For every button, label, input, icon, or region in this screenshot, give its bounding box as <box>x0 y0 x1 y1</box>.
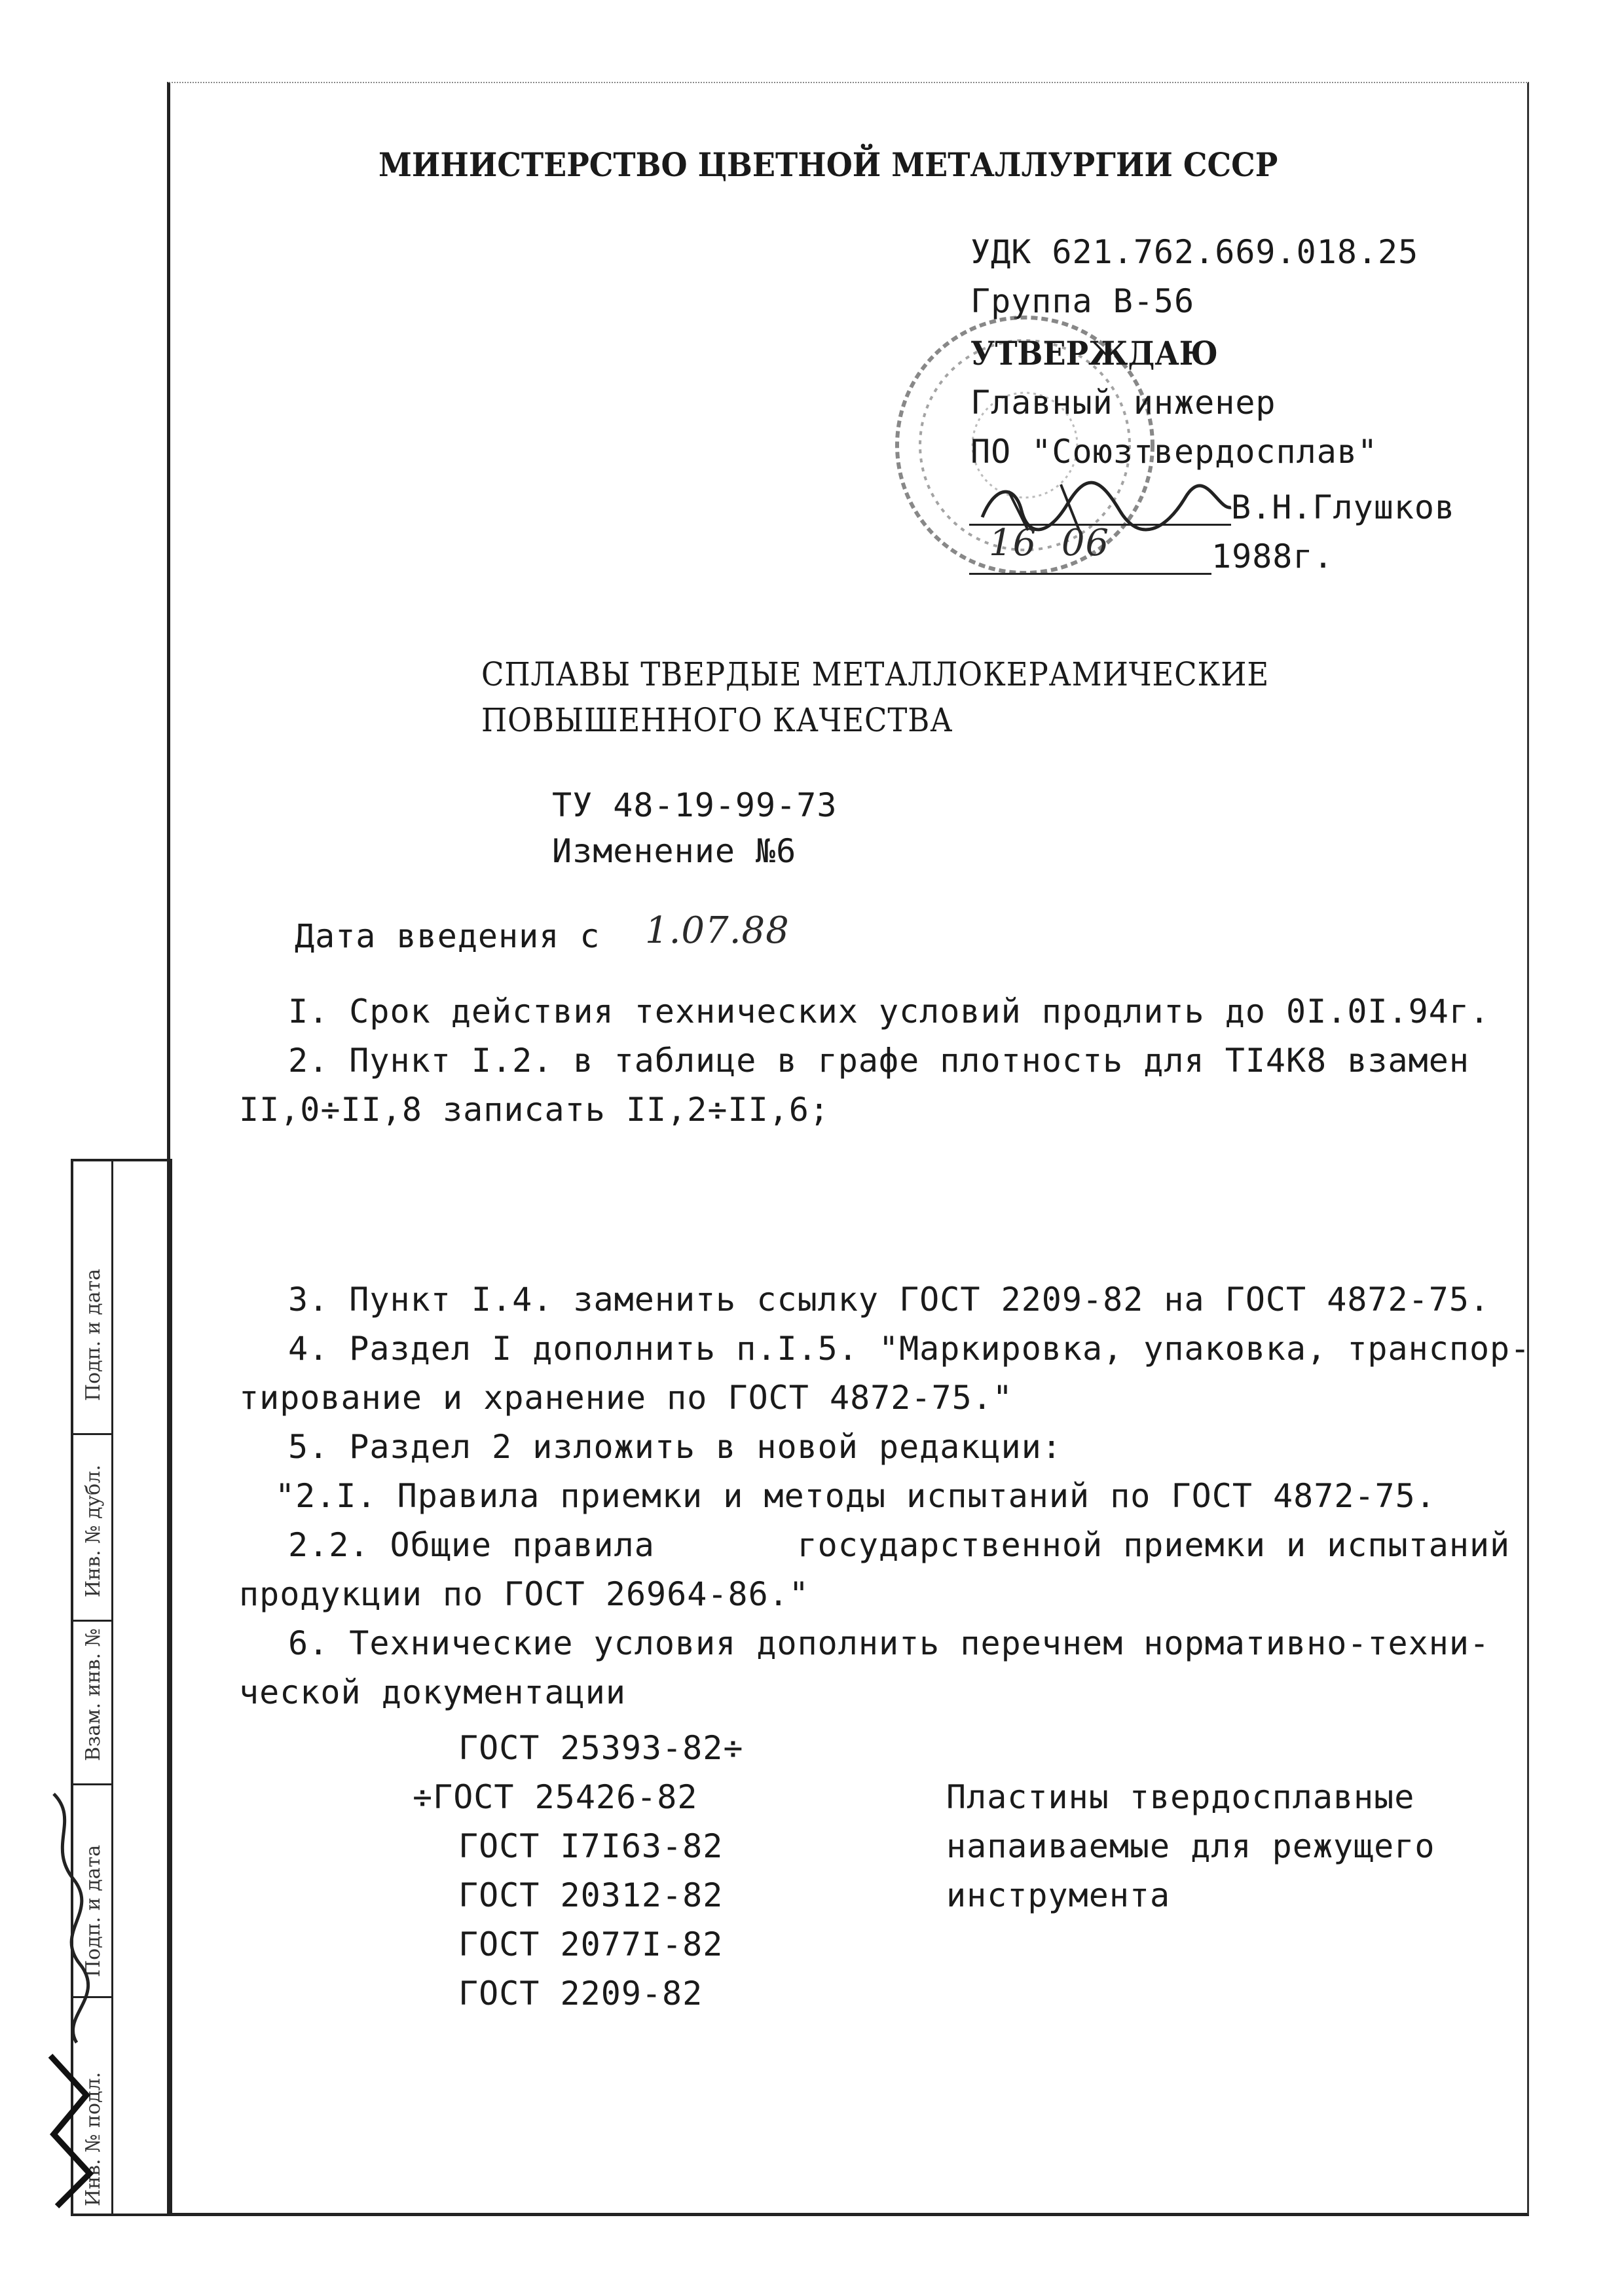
gost-note-line2: напаиваемые для режущего <box>946 1827 1435 1865</box>
gost-note-line3: инструмента <box>946 1876 1171 1914</box>
strip-label-dup-inv: Инв. № дубл. <box>82 1465 105 1597</box>
gost-item: ГОСТ I7I63-82 <box>458 1827 724 1865</box>
body-line-6: тирование и хранение по ГОСТ 4872-75." <box>239 1379 1013 1417</box>
body-line-8: "2.I. Правила приемки и методы испытаний по ГОСТ 4872-75. <box>275 1477 1436 1515</box>
body-line-3: II,0÷II,8 записать II,2÷II,6; <box>239 1091 830 1129</box>
document-title-line1: СПЛАВЫ ТВЕРДЫЕ МЕТАЛЛОКЕРАМИЧЕСКИЕ <box>481 655 1270 693</box>
gost-note-line1: Пластины твердосплавные <box>946 1778 1415 1816</box>
strip-label-replace-inv: Взам. инв. № <box>82 1628 105 1761</box>
intro-date-label: Дата введения с <box>295 917 600 955</box>
ministry-heading: МИНИСТЕРСТВО ЦВЕТНОЙ МЕТАЛЛУРГИИ СССР <box>378 145 1278 184</box>
strip-row-divider <box>73 1433 111 1435</box>
body-line-9: 2.2. Общие правила государственной приемки и испытаний <box>288 1526 1511 1564</box>
body-line-7: 5. Раздел 2 изложить в новой редакции: <box>288 1428 1062 1466</box>
body-line-11: 6. Технические условия дополнить перечнем нормативно-техни- <box>288 1624 1490 1662</box>
margin-signature <box>41 1781 100 2213</box>
strip-row-divider <box>73 1620 111 1622</box>
body-line-5: 4. Раздел I дополнить п.I.5. "Маркировка, упаковка, транспор- <box>288 1330 1531 1368</box>
body-line-4: 3. Пункт I.4. заменить ссылку ГОСТ 2209-82 на ГОСТ 4872-75. <box>288 1281 1490 1319</box>
approval-year: 1988г. <box>1211 538 1334 575</box>
body-line-12: ческой документации <box>239 1673 626 1711</box>
approval-date-handwritten: 16 06 <box>989 522 1110 564</box>
strip-label-orig-inv: Инв. № подл. <box>82 2071 105 2206</box>
approver-position: Главный инженер <box>970 384 1276 422</box>
udk-code: УДК 621.762.669.018.25 <box>970 233 1419 271</box>
group-code: Группа В-56 <box>970 282 1195 320</box>
date-underline <box>969 573 1211 575</box>
document-title-line2: ПОВЫШЕННОГО КАЧЕСТВА <box>481 701 953 739</box>
gost-item: ГОСТ 25393-82÷ <box>458 1729 744 1767</box>
gost-item: ÷ГОСТ 25426-82 <box>413 1778 698 1816</box>
gost-item: ГОСТ 2209-82 <box>458 1975 703 2013</box>
page-frame <box>167 82 1529 2216</box>
body-line-2: 2. Пункт I.2. в таблице в графе плотность для TI4K8 взамен <box>288 1042 1469 1080</box>
intro-date-handwritten: 1.07.88 <box>645 909 790 952</box>
gost-item: ГОСТ 2077I-82 <box>458 1925 724 1963</box>
approve-label: УТВЕРЖДАЮ <box>970 334 1219 373</box>
gost-item: ГОСТ 20312-82 <box>458 1876 724 1914</box>
strip-column-divider <box>111 1161 113 2214</box>
strip-label-sign-date-2: Подп. и дата <box>82 1844 105 1977</box>
strip-label-sign-date: Подп. и дата <box>82 1268 105 1401</box>
approver-name: В.Н.Глушков <box>1231 488 1456 526</box>
approver-organization: ПО "Союзтвердосплав" <box>970 433 1378 471</box>
change-number: Изменение №6 <box>552 832 797 870</box>
body-line-1: I. Срок действия технических условий продлить до 0I.0I.94г. <box>288 993 1490 1030</box>
tu-number: ТУ 48-19-99-73 <box>552 786 838 824</box>
body-line-10: продукции по ГОСТ 26964-86." <box>239 1575 809 1613</box>
